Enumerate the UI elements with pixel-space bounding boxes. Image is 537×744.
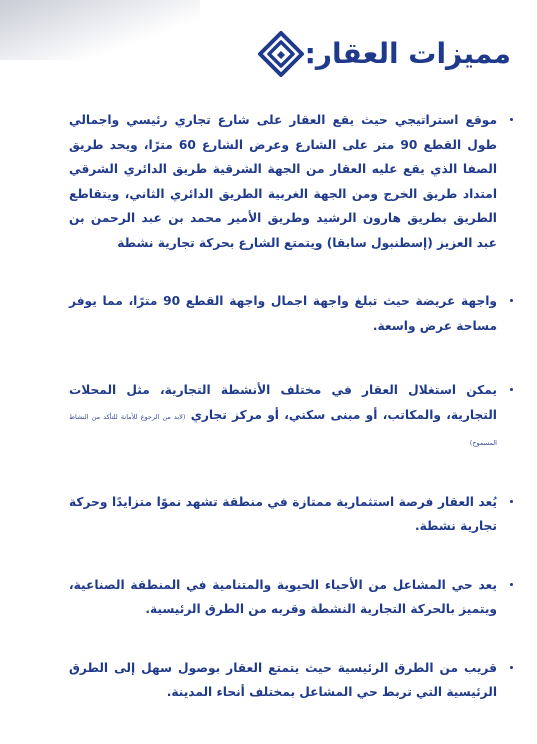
header bbox=[247, 30, 511, 78]
feature-text: موقع استراتيجي حيث يقع العقار على شارع تجاري رئيسي واجمالي طول القطع 90 متر على الشارع وعرض الشارع 60 مترًا، ويحد طريق الصفا الذي يقع عليه العقار من الجهة الشرقية طريق الدائري الشرقي امتداد طريق الخرج ومن الجهة الغربية الطريق الدائري الثاني، ويتقاطع الطريق بطريق هارون الرشيد وطريق الأمير محمد بن عبد الرحمن بن عبد العزيز (إسطنبول سابقا) ويتمتع الشارع بحركة تجارية نشطة bbox=[69, 113, 497, 250]
feature-text: يعد حي المشاعل من الأحياء الحيوية والمتنامية في المنطقة الصناعية، ويتميز بالحركة التجارية النشطة وقربه من الطرق الرئيسية. bbox=[69, 577, 497, 616]
feature-note: (لابد من الرجوع للأمانة للتأكد من النشاط المسموح) bbox=[69, 412, 497, 447]
feature-item bbox=[69, 573, 507, 622]
feature-text: يُعد العقار فرصة استثمارية ممتازة في منطقة تشهد نموًا متزايدًا وحركة تجارية نشطة. bbox=[69, 494, 497, 533]
feature-text: يمكن استغلال العقار في مختلف الأنشطة التجارية، مثل المحلات التجارية، والمكاتب، أو مبنى سكني، أو مركز تجاري bbox=[69, 383, 497, 422]
feature-item bbox=[69, 108, 507, 255]
feature-item bbox=[69, 490, 507, 539]
diamond-house-logo-icon bbox=[257, 30, 305, 78]
feature-item bbox=[69, 289, 507, 338]
feature-item bbox=[69, 378, 507, 456]
feature-item bbox=[69, 656, 507, 705]
feature-text: قريب من الطرق الرئيسية حيث يتمتع العقار بوصول سهل إلى الطرق الرئيسية التي تربط حي المشاعل بمختلف أنحاء المدينة. bbox=[69, 660, 497, 699]
bullet-icon bbox=[510, 583, 513, 586]
bullet-icon bbox=[510, 118, 513, 121]
bullet-icon bbox=[510, 299, 513, 302]
corner-shade bbox=[0, 0, 200, 60]
feature-text: واجهة عريضة حيث تبلغ واجهة اجمال واجهة القطع 90 مترًا، مما يوفر مساحة عرض واسعة. bbox=[69, 294, 497, 333]
bullet-icon bbox=[510, 500, 513, 503]
page-title: مميزات العقار: bbox=[304, 37, 511, 70]
features-list bbox=[69, 108, 507, 705]
bullet-icon bbox=[510, 388, 513, 391]
bullet-icon bbox=[510, 666, 513, 669]
